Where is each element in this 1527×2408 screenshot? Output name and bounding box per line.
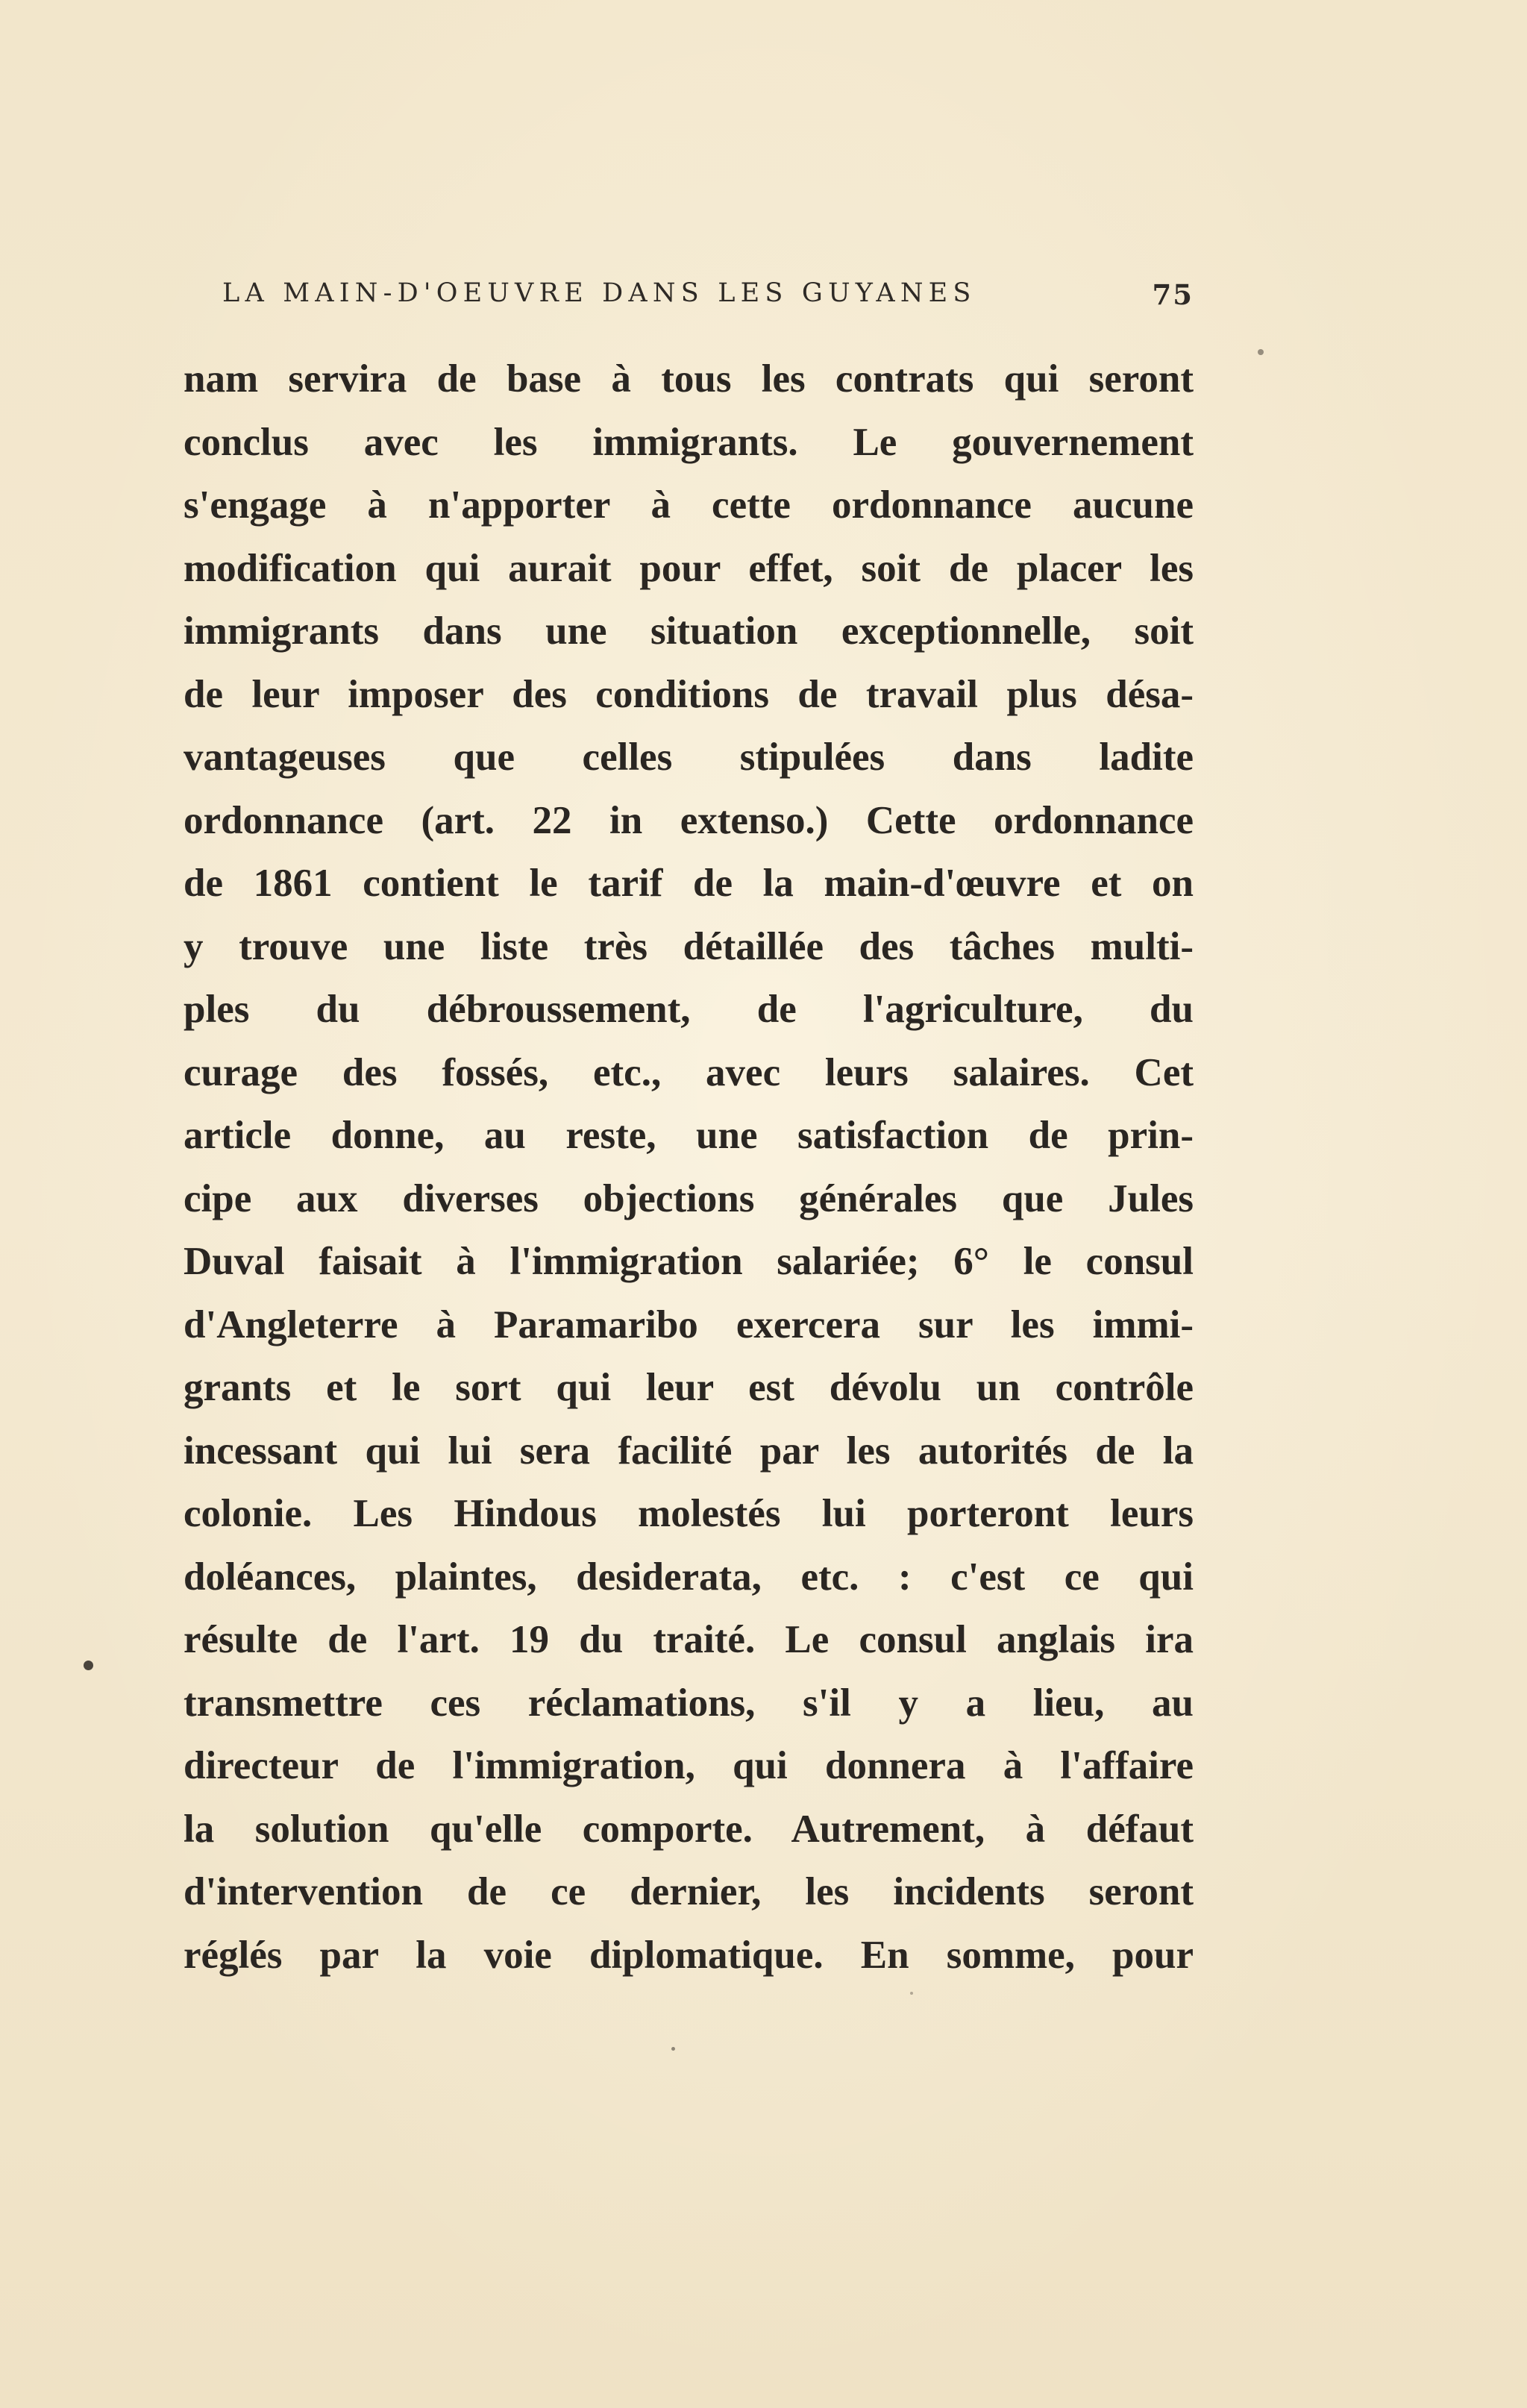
text-line: s'engage à n'apporter à cette ordonnance aucune: [184, 483, 1194, 527]
text-line: d'intervention de ce dernier, les incidents seront: [184, 1870, 1194, 1913]
text-line: immigrants dans une situation exceptionnelle, soit: [184, 609, 1194, 653]
body-text: [184, 348, 1194, 1987]
text-line: transmettre ces réclamations, s'il y a lieu, au: [184, 1681, 1194, 1725]
text-line: la solution qu'elle comporte. Autrement, à défaut: [184, 1807, 1194, 1851]
text-line: colonie. Les Hindous molestés lui porteront leurs: [184, 1492, 1194, 1535]
text-line: nam servira de base à tous les contrats qui seront: [184, 357, 1194, 401]
ink-speck: [910, 1992, 913, 1995]
text-line: ordonnance (art. 22 in extenso.) Cette ordonnance: [184, 798, 1194, 842]
text-line: Duval faisait à l'immigration salariée; 6° le consul: [184, 1240, 1194, 1283]
text-line: directeur de l'immigration, qui donnera à l'affaire: [184, 1744, 1194, 1787]
page-number: 75: [1152, 278, 1194, 311]
ink-speck: [1258, 349, 1264, 355]
running-head: [0, 278, 1527, 323]
text-line: de leur imposer des conditions de travail plus désa-: [184, 672, 1194, 716]
text-line: doléances, plaintes, desiderata, etc. : c'est ce qui: [184, 1555, 1194, 1599]
text-line: de 1861 contient le tarif de la main-d'œuvre et on: [184, 862, 1194, 905]
text-line: y trouve une liste très détaillée des tâches multi-: [184, 924, 1194, 968]
text-line: d'Angleterre à Paramaribo exercera sur les immi-: [184, 1302, 1194, 1346]
text-line: incessant qui lui sera facilité par les autorités de la: [184, 1429, 1194, 1473]
text-line: réglés par la voie diplomatique. En somme, pour: [184, 1933, 1194, 1977]
running-head-title: LA MAIN-D'OEUVRE DANS LES GUYANES: [222, 278, 976, 308]
text-line: résulte de l'art. 19 du traité. Le consul anglais ira: [184, 1618, 1194, 1661]
text-line: ples du débroussement, de l'agriculture, du: [184, 988, 1194, 1031]
text-line: grants et le sort qui leur est dévolu un contrôle: [184, 1366, 1194, 1409]
ink-speck: [84, 1661, 93, 1670]
text-line: conclus avec les immigrants. Le gouvernement: [184, 420, 1194, 464]
text-line: article donne, au reste, une satisfaction de prin-: [184, 1114, 1194, 1157]
text-line: vantageuses que celles stipulées dans ladite: [184, 736, 1194, 779]
ink-speck: [671, 2047, 675, 2051]
text-line: modification qui aurait pour effet, soit de placer les: [184, 546, 1194, 590]
text-line: curage des fossés, etc., avec leurs salaires. Cet: [184, 1050, 1194, 1094]
text-line: cipe aux diverses objections générales que Jules: [184, 1176, 1194, 1220]
